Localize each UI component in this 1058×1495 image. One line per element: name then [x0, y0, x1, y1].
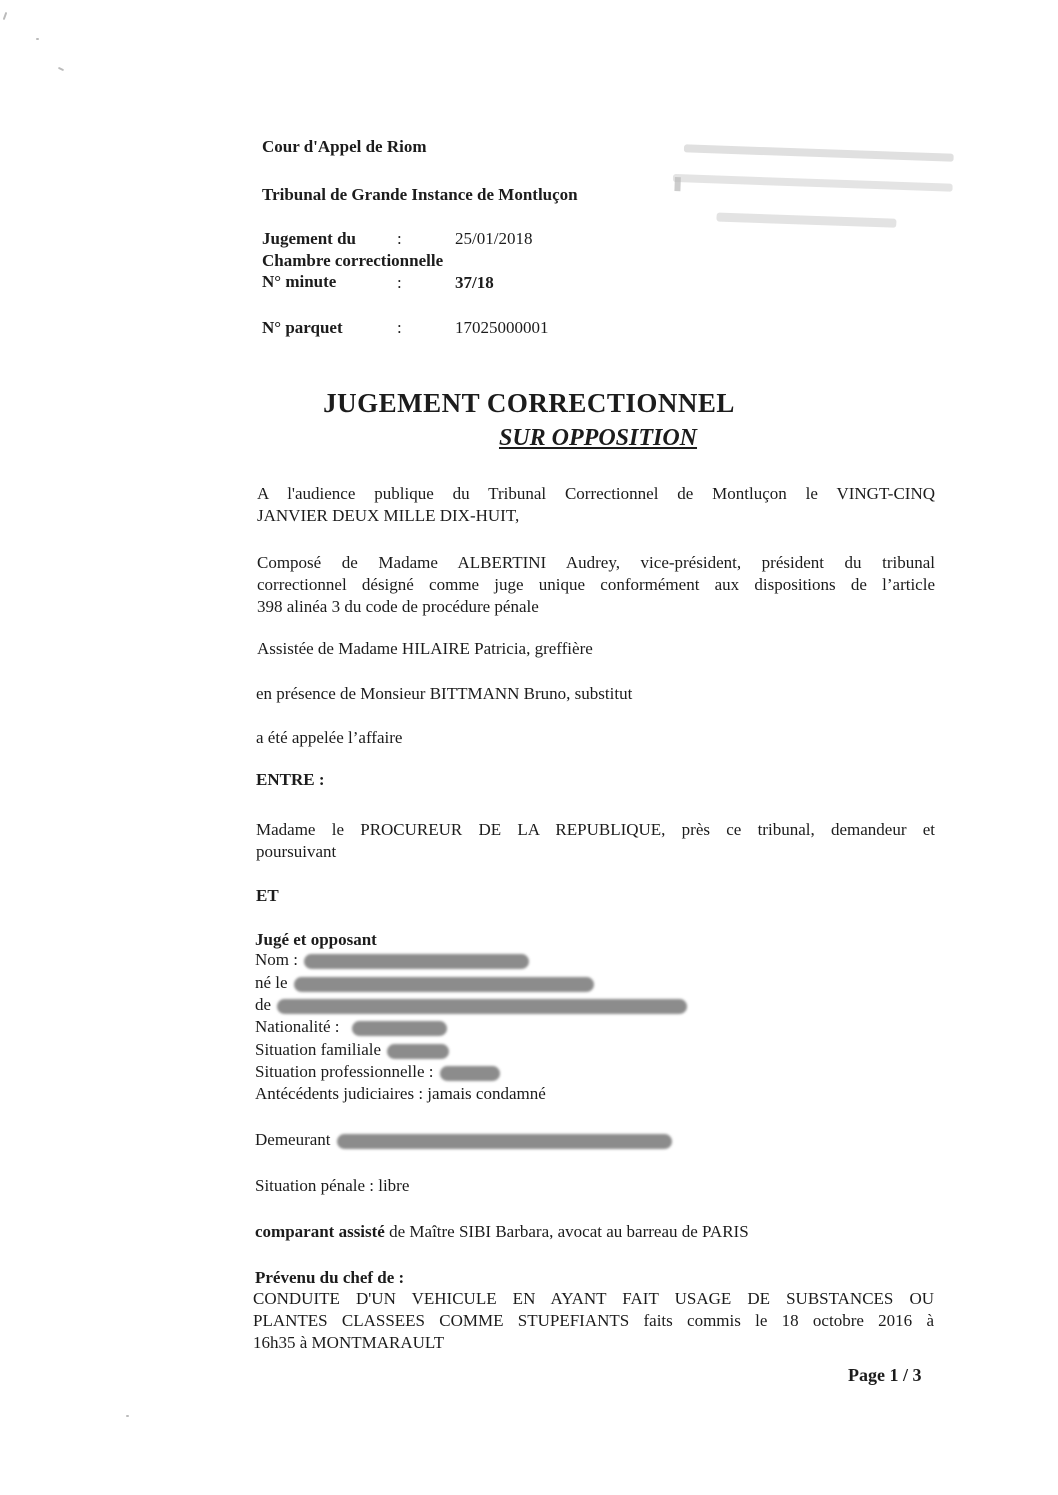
greffiere-line: Assistée de Madame HILAIRE Patricia, greffière	[257, 639, 593, 658]
comparant-bold: comparant assisté	[255, 1222, 385, 1241]
redaction-bar	[304, 954, 529, 969]
tribunal-name: Tribunal de Grande Instance de Montluçon	[262, 185, 578, 204]
chambre-label: Chambre correctionnelle	[262, 251, 444, 270]
redaction-bar	[337, 1134, 672, 1149]
parquet-label: N° parquet	[262, 318, 343, 337]
text-line: A l'audience publique du Tribunal Correctionnel de Montluçon le VINGT-CINQ	[257, 484, 935, 503]
charge-paragraph	[253, 1288, 934, 1354]
colon: :	[397, 318, 402, 337]
party-antecedents-row: Antécédents judiciaires : jamais condamné	[255, 1084, 546, 1103]
stamp-mark	[672, 175, 685, 200]
text-line: Composé de Madame ALBERTINI Audrey, vice-président, président du tribunal	[257, 553, 935, 572]
redaction-bar	[277, 999, 687, 1014]
text-line: 16h35 à MONTMARAULT	[253, 1333, 445, 1352]
party-nom-row	[255, 950, 529, 970]
audience-paragraph	[257, 483, 935, 527]
party-parents-row	[255, 995, 687, 1015]
composition-paragraph	[257, 552, 935, 618]
nationality-label: Nationalité :	[255, 1017, 340, 1036]
redaction-bar	[440, 1066, 500, 1081]
jugement-date: 25/01/2018	[455, 229, 533, 248]
minute-value: 37/18	[455, 273, 494, 292]
stamp-line	[672, 169, 953, 202]
birth-label: né le	[255, 973, 288, 992]
text-line: CONDUITE D'UN VEHICULE EN AYANT FAIT USAGE DE SUBSTANCES OU	[253, 1289, 934, 1308]
stamp-line	[716, 207, 897, 238]
text-line: correctionnel désigné comme juge unique conformément aux dispositions de l’article	[257, 575, 935, 594]
colon: :	[397, 229, 402, 248]
scan-speck	[36, 38, 39, 40]
professional-label: Situation professionnelle :	[255, 1062, 434, 1081]
redaction-bar	[387, 1044, 449, 1059]
scan-speck	[126, 1415, 129, 1417]
party-nationality-row	[255, 1017, 447, 1037]
text-line: PLANTES CLASSEES COMME STUPEFIANTS faits commis le 18 octobre 2016 à	[253, 1311, 934, 1330]
redaction-bar	[352, 1021, 447, 1036]
jugement-label: Jugement du	[262, 229, 356, 248]
nom-label: Nom :	[255, 950, 298, 969]
text-line: Madame le PROCUREUR DE LA REPUBLIQUE, près ce tribunal, demandeur et	[256, 820, 935, 839]
stamp-line	[683, 139, 954, 171]
page-number: Page 1 / 3	[848, 1365, 922, 1385]
penal-situation: Situation pénale : libre	[255, 1176, 410, 1195]
faded-stamp	[670, 135, 964, 275]
comparant-line	[255, 1222, 749, 1242]
parents-label: de	[255, 995, 272, 1014]
entre-label: ENTRE :	[256, 770, 325, 789]
affaire-line: a été appelée l’affaire	[256, 728, 403, 747]
text-line: JANVIER DEUX MILLE DIX-HUIT,	[257, 506, 520, 525]
et-label: ET	[256, 886, 279, 905]
colon: :	[397, 273, 402, 292]
text-line: 398 alinéa 3 du code de procédure pénale	[257, 597, 539, 616]
substitut-line: en présence de Monsieur BITTMANN Bruno, substitut	[256, 684, 633, 703]
family-label: Situation familiale	[255, 1040, 382, 1059]
scan-speck	[58, 67, 64, 71]
redaction-bar	[294, 977, 594, 992]
party-birth-row	[255, 973, 594, 993]
comparant-rest: de Maître SIBI Barbara, avocat au barreau de PARIS	[384, 1222, 749, 1241]
document-title: JUGEMENT CORRECTIONNEL	[323, 388, 735, 418]
scan-speck	[3, 12, 8, 20]
party-professional-row	[255, 1062, 500, 1082]
party-family-row	[255, 1040, 449, 1060]
court-of-appeal: Cour d'Appel de Riom	[262, 137, 427, 156]
party-heading: Jugé et opposant	[255, 930, 377, 949]
party-address-row	[255, 1130, 672, 1150]
parquet-value: 17025000001	[455, 318, 549, 337]
minute-label: N° minute	[262, 272, 337, 291]
procureur-paragraph	[256, 819, 935, 863]
address-label: Demeurant	[255, 1130, 331, 1149]
charge-heading: Prévenu du chef de :	[255, 1268, 405, 1287]
document-subtitle: SUR OPPOSITION	[498, 425, 698, 451]
text-line: poursuivant	[256, 842, 337, 861]
